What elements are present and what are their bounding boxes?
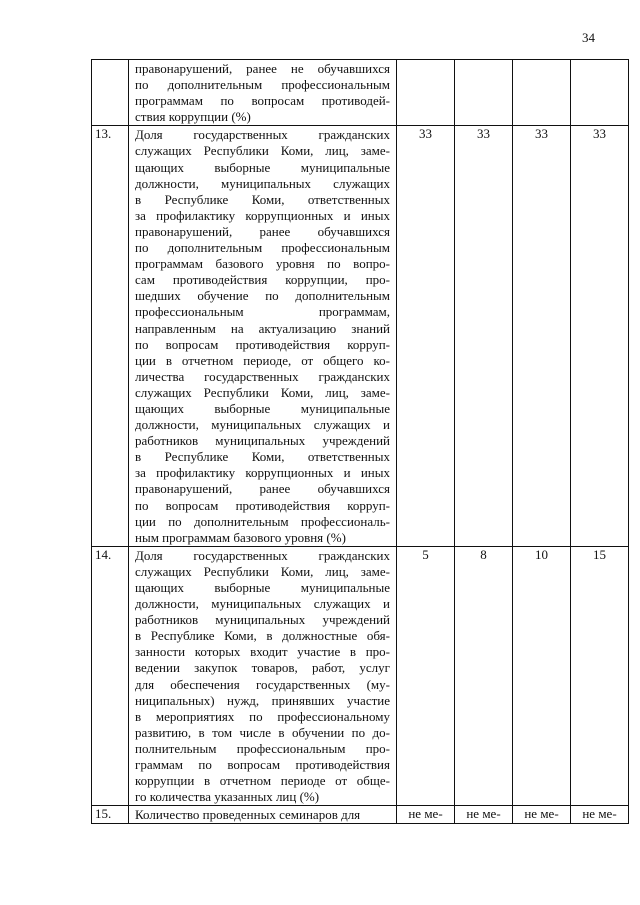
target-value-year-1: не ме- xyxy=(397,806,455,824)
description-line: для обеспечения государственных (му- xyxy=(135,676,390,692)
description-line: Доля государственных гражданских xyxy=(135,547,390,563)
description-line: программам по вопросам противодей- xyxy=(135,93,390,109)
description-line: правонарушений, ранее не обучавшихся xyxy=(135,61,390,76)
description-line: служащих Республики Коми, лиц, заме- xyxy=(135,384,390,400)
description-line: щающих выборные муниципальные xyxy=(135,159,390,175)
table-row xyxy=(92,126,629,546)
page-number: 34 xyxy=(582,30,595,45)
target-value-year-2: 8 xyxy=(455,546,513,806)
table-row xyxy=(92,806,629,824)
target-value-year-2: 33 xyxy=(455,126,513,546)
table-row xyxy=(92,60,629,126)
description-line: ствия коррупции (%) xyxy=(135,109,251,125)
description-line: по дополнительным профессиональным xyxy=(135,240,390,256)
target-value-year-1: 5 xyxy=(397,546,455,806)
target-value-year-3: 33 xyxy=(513,126,571,546)
description-line: профессиональным программам, xyxy=(135,304,390,320)
description-line: ции по дополнительным профессиональ- xyxy=(135,513,390,529)
indicator-description xyxy=(129,126,397,546)
description-line: граммам по вопросам противодействия xyxy=(135,757,390,773)
target-value-year-3 xyxy=(513,60,571,126)
description-line: щающих выборные муниципальные xyxy=(135,400,390,416)
description-line: правонарушений, ранее обучавшихся xyxy=(135,223,390,239)
description-line: в Республике Коми, ответственных xyxy=(135,191,390,207)
description-line: развитию, в том числе в обучении по до- xyxy=(135,724,390,740)
description-line: Количество проведенных семинаров для xyxy=(135,807,361,823)
description-line: коррупции в отчетном периоде от обще- xyxy=(135,773,390,789)
target-value-year-2: не ме- xyxy=(455,806,513,824)
description-line: работников муниципальных учреждений xyxy=(135,612,390,628)
target-value-year-4 xyxy=(571,60,629,126)
description-line: Доля государственных гражданских xyxy=(135,127,390,143)
description-line: шедших обучение по дополнительным xyxy=(135,288,390,304)
description-line: полнительным профессиональным про- xyxy=(135,740,390,756)
description-line: в Республике Коми, ответственных xyxy=(135,449,390,465)
row-number xyxy=(92,60,129,126)
description-line: должности, муниципальных служащих xyxy=(135,175,390,191)
row-number: 15. xyxy=(92,806,129,824)
description-line: правонарушений, ранее обучавшихся xyxy=(135,481,390,497)
description-line: должности, муниципальных служащих и xyxy=(135,417,390,433)
description-line: го количества указанных лиц (%) xyxy=(135,789,320,805)
target-value-year-1 xyxy=(397,60,455,126)
description-line: ведении закупок товаров, работ, услуг xyxy=(135,660,390,676)
description-line: за профилактику коррупционных и иных xyxy=(135,207,390,223)
description-line: ции в отчетном периоде, от общего ко- xyxy=(135,352,390,368)
description-line: сам противодействия коррупции, про- xyxy=(135,272,390,288)
description-line: направленным на актуализацию знаний xyxy=(135,320,390,336)
target-value-year-4: 15 xyxy=(571,546,629,806)
description-line: по вопросам противодействия корруп- xyxy=(135,497,390,513)
target-value-year-1: 33 xyxy=(397,126,455,546)
indicator-description xyxy=(129,60,397,126)
description-line: в мероприятиях по профессиональному xyxy=(135,708,390,724)
description-line: щающих выборные муниципальные xyxy=(135,580,390,595)
description-line: за профилактику коррупционных и иных xyxy=(135,465,390,481)
description-line: занности которых входит участие в про- xyxy=(135,644,390,660)
description-line: ниципальных) нужд, принявших участие xyxy=(135,692,390,708)
target-value-year-3: 10 xyxy=(513,546,571,806)
indicator-description xyxy=(129,806,397,824)
indicator-description xyxy=(129,546,397,806)
description-line: программам базового уровня по вопро- xyxy=(135,256,390,272)
description-line: служащих Республики Коми, лиц, заме- xyxy=(135,563,390,579)
row-number: 13. xyxy=(92,126,129,546)
description-line: должности, муниципальных служащих и xyxy=(135,596,390,612)
row-number: 14. xyxy=(92,546,129,806)
target-value-year-2 xyxy=(455,60,513,126)
description-line: личества государственных гражданских xyxy=(135,368,390,384)
target-value-year-4: 33 xyxy=(571,126,629,546)
indicator-table xyxy=(91,59,629,824)
description-line: в Республике Коми, в должностные обя- xyxy=(135,628,390,644)
target-value-year-4: не ме- xyxy=(571,806,629,824)
description-line: служащих Республики Коми, лиц, заме- xyxy=(135,143,390,159)
target-value-year-3: не ме- xyxy=(513,806,571,824)
table-row xyxy=(92,546,629,806)
description-line: работников муниципальных учреждений xyxy=(135,433,390,449)
description-line: по вопросам противодействия корруп- xyxy=(135,336,390,352)
description-line: ным программам базового уровня (%) xyxy=(135,529,346,545)
description-line: по дополнительным профессиональным xyxy=(135,77,390,93)
